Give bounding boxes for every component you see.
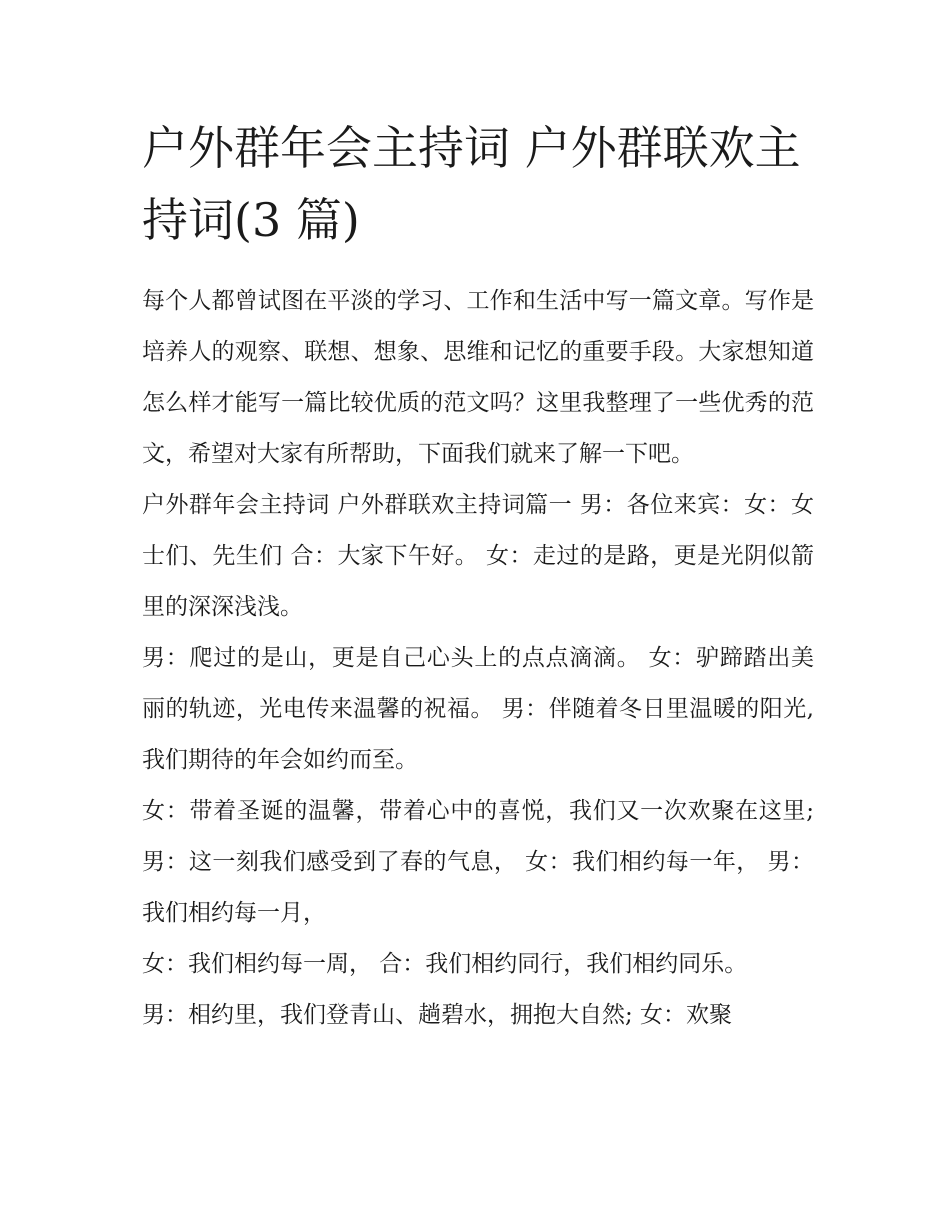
document-page	[142, 112, 814, 1041]
body-paragraph: 男：相约里，我们登青山、趟碧水，拥抱大自然; 女：欢聚	[142, 1002, 733, 1028]
body-paragraph: 女：我们相约每一周， 合：我们相约同行，我们相约同乐。	[142, 951, 748, 977]
body-paragraph: 户外群年会主持词 户外群联欢主持词篇一 男：各位来宾：女：女士们、先生们 合：大家下午好。 女：走过的是路，更是光阴似箭里的深深浅浅。	[142, 492, 814, 620]
document-title: 户外群年会主持词 户外群联欢主持词(3 篇)	[142, 121, 801, 247]
body-paragraph: 男：爬过的是山，更是自己心头上的点点滴滴。 女：驴蹄踏出美丽的轨迹，光电传来温馨的祝福。 男：伴随着冬日里温暖的阳光,我们期待的年会如约而至。	[142, 645, 814, 773]
body-paragraph: 女：带着圣诞的温馨，带着心中的喜悦，我们又一次欢聚在这里; 男：这一刻我们感受到了春的气息， 女：我们相约每一年， 男：我们相约每一月，	[142, 798, 814, 926]
intro-paragraph: 每个人都曾试图在平淡的学习、工作和生活中写一篇文章。写作是培养人的观察、联想、想象、思维和记忆的重要手段。大家想知道怎么样才能写一篇比较优质的范文吗？这里我整理了一些优秀的范文，希望对大家有所帮助，下面我们就来了解一下吧。	[142, 288, 814, 467]
